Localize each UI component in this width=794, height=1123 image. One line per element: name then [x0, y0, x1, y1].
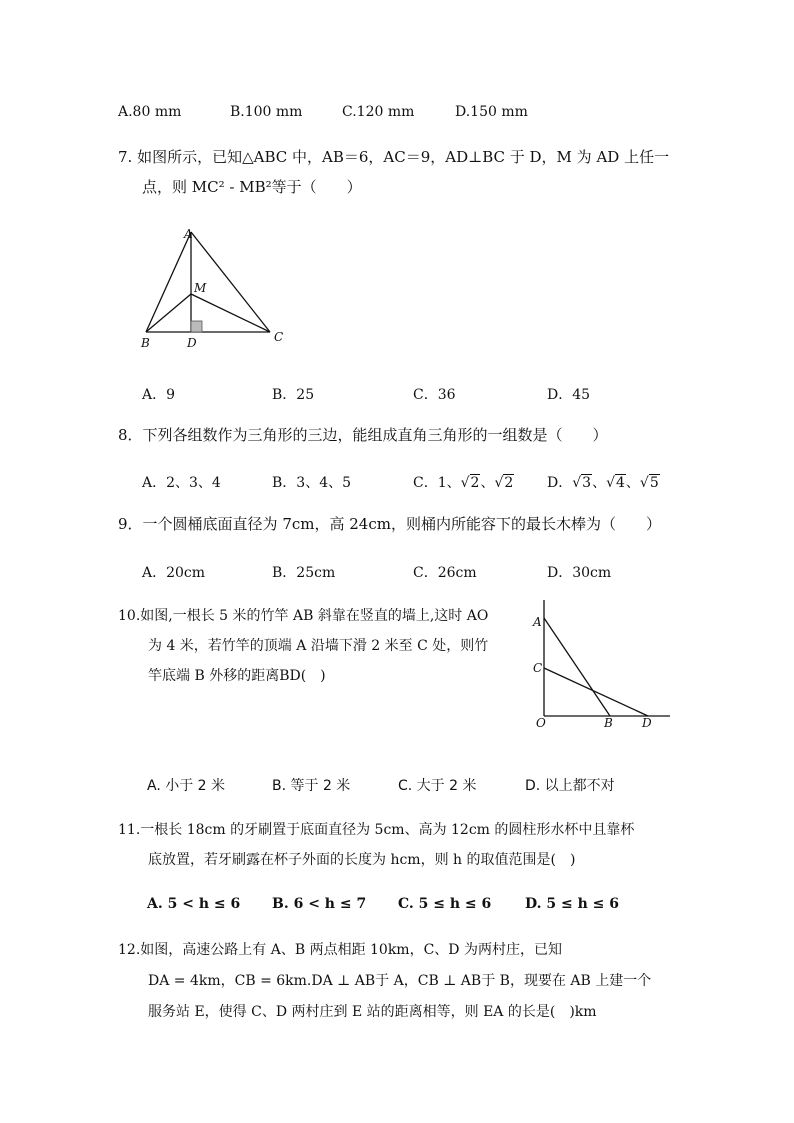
q8-d-separator-1: 、 [592, 475, 607, 491]
q11-option-a: A. 5 < h ≤ 6 [147, 896, 241, 912]
q12-text-line1: 12.如图，高速公路上有 A、B 两点相距 10km，C、D 为两村庄，已知 [118, 942, 562, 958]
q11-text-line2: 底放置，若牙刷露在杯子外面的长度为 hcm，则 h 的取值范围是( ) [148, 852, 576, 868]
q10-option-a: A. 小于 2 米 [147, 778, 226, 794]
q7-label-b: B [141, 336, 150, 350]
q7-segment-mc [191, 294, 270, 332]
q8-option-d [547, 472, 660, 492]
q10-segment-cd [544, 668, 648, 716]
q7-label-d: D [187, 336, 197, 350]
q10-label-d: D [642, 716, 652, 730]
q10-option-c: C. 大于 2 米 [398, 778, 477, 794]
radical-icon: √ [606, 475, 615, 491]
q10-text-line1: 10.如图,一根长 5 米的竹竿 AB 斜靠在竖直的墙上,这时 AO [118, 608, 489, 624]
q12-text-line3: 服务站 E，使得 C、D 两村庄到 E 站的距离相等，则 EA 的长是( )km [148, 1004, 597, 1020]
q8-d-radicand-2: 4 [616, 475, 625, 491]
q11-option-b: B. 6 < h ≤ 7 [272, 896, 367, 912]
q8-option-c [413, 472, 514, 492]
q10-text-line3: 竿底端 B 外移的距离BD( ) [148, 668, 326, 684]
q7-segment-mb [146, 294, 191, 332]
q9-text: 9．一个圆桶底面直径为 7cm，高 24cm，则桶内所能容下的最长木棒为（ ） [118, 515, 661, 533]
q8-c-radicand-1: 2 [470, 475, 480, 491]
q7-option-b: B．25 [272, 387, 315, 403]
q9-option-c: C．26cm [413, 565, 477, 581]
q7-option-c: C．36 [413, 387, 456, 403]
q7-option-a: A．9 [142, 387, 176, 403]
q7-label-c: C [274, 330, 284, 344]
q8-c-prefix: C．1、 [413, 475, 461, 491]
q10-label-a: A [533, 615, 542, 629]
q8-text: 8．下列各组数作为三角形的三边，能组成直角三角形的一组数是（ ） [118, 426, 608, 444]
q10-label-b: B [604, 716, 613, 730]
q10-ladder-diagram [530, 596, 675, 731]
q9-option-a: A．20cm [142, 565, 206, 581]
q7-segment-ab [146, 232, 191, 332]
radical-icon: √ [572, 475, 582, 491]
q9-option-d: D．30cm [547, 565, 612, 581]
radical-icon: √ [639, 475, 649, 491]
q10-label-o: O [536, 716, 546, 730]
q7-text-line1: 7. 如图所示，已知△ABC 中，AB＝6，AC＝9，AD⊥BC 于 D，M 为 AD 上任一 [118, 148, 670, 166]
q10-segment-ab [544, 618, 610, 716]
q10-option-d: D. 以上都不对 [525, 778, 615, 794]
q8-d-prefix: D． [547, 475, 573, 491]
q7-triangle-diagram [136, 226, 296, 352]
q8-d-radicand-3: 5 [649, 475, 659, 491]
radical-icon: √ [494, 475, 504, 491]
q6-option-d: D.150 mm [455, 104, 528, 120]
q8-option-a: A．2、3、4 [142, 475, 221, 491]
q11-text-line1: 11.一根长 18cm 的牙刷置于底面直径为 5cm、高为 12cm 的圆柱形水杯中且靠杯 [118, 822, 635, 838]
q10-option-b: B. 等于 2 米 [272, 778, 351, 794]
q11-option-c: C. 5 ≤ h ≤ 6 [398, 896, 492, 912]
q8-c-separator: 、 [480, 475, 495, 491]
q6-option-a: A.80 mm [118, 104, 182, 120]
q6-option-b: B.100 mm [230, 104, 303, 120]
q8-option-b: B．3、4、5 [272, 475, 352, 491]
q10-text-line2: 为 4 米，若竹竿的顶端 A 沿墙下滑 2 米至 C 处，则竹 [148, 638, 489, 654]
q7-label-m: M [194, 281, 207, 295]
q9-option-b: B．25cm [272, 565, 336, 581]
q12-text-line2: DA = 4km，CB = 6km.DA ⊥ AB于 A，CB ⊥ AB于 B，现要在 AB 上建一个 [148, 973, 652, 989]
q8-d-radicand-1: 3 [582, 475, 592, 491]
q8-c-radicand-2: 2 [504, 475, 514, 491]
q11-option-d: D. 5 ≤ h ≤ 6 [525, 896, 620, 912]
q7-option-d: D．45 [547, 387, 591, 403]
q7-text-line2: 点，则 MC² - MB²等于（ ） [142, 178, 362, 196]
q8-d-separator-2: 、 [625, 475, 640, 491]
q10-label-c: C [533, 661, 543, 675]
q7-right-angle-mark [191, 321, 202, 332]
q6-option-c: C.120 mm [342, 104, 415, 120]
radical-icon: √ [460, 475, 470, 491]
q7-label-a: A [184, 227, 193, 241]
